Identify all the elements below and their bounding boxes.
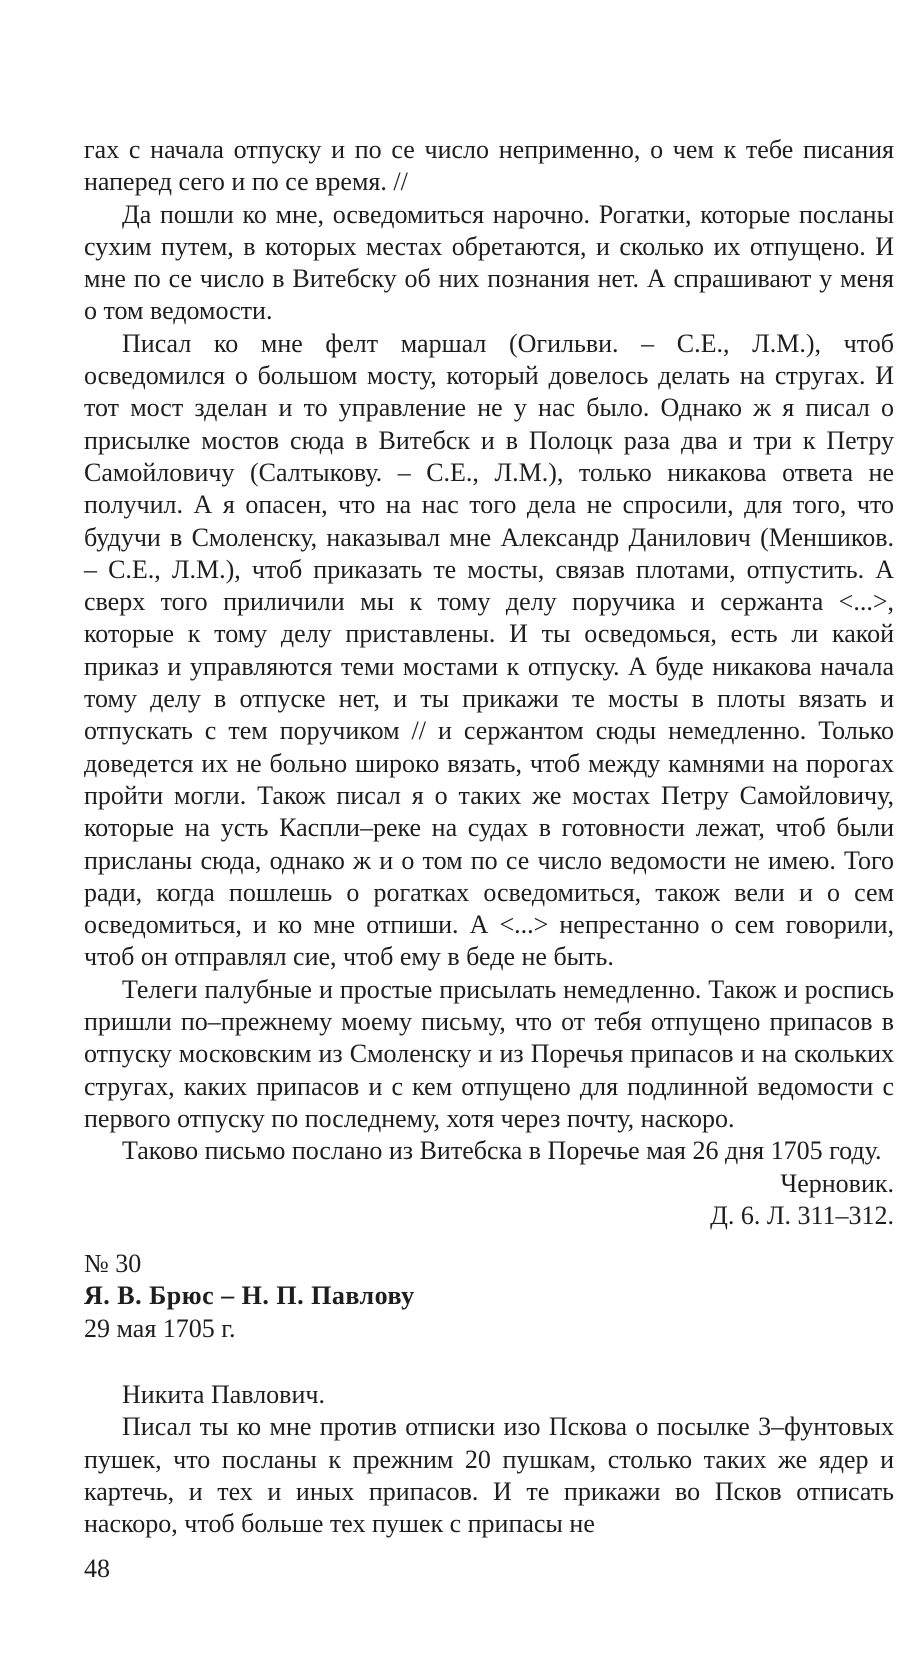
source-note-kind: Черновик.	[780, 1168, 894, 1198]
continuation-paragraph-1: гах с начала отпуску и по се число неприменно, о чем к тебе писания наперед сего и по се время. //	[84, 135, 894, 197]
document-heading: Я. В. Брюс – Н. П. Павлову	[84, 1281, 415, 1311]
source-note-ref: Д. 6. Л. 311–312.	[710, 1200, 894, 1230]
document-body: Писал ты ко мне против отписки изо Пскова о посылке 3–фунтовых пушек, что посланы к прежним 20 пушкам, столько таких же ядер и картечь, и тех и иных припасов. И те прикажи во Псков отписать наскоро, чтоб больше тех пушек с припасы не	[84, 1412, 894, 1539]
text-block	[84, 134, 894, 1540]
continuation-paragraph-2: Да пошли ко мне, осведомиться нарочно. Рогатки, которые посланы сухим путем, в которых местах обретаются, и сколько их отпущено. И мне по се число в Витебску об них познания нет. А спрашивают у меня о том ведомости.	[84, 199, 894, 326]
spacer	[84, 1345, 894, 1379]
document-date: 29 мая 1705 г.	[84, 1313, 236, 1343]
document-salutation: Никита Павлович.	[122, 1379, 325, 1409]
document-number: № 30	[84, 1249, 142, 1279]
continuation-paragraph-3: Писал ко мне фелт маршал (Огильви. – С.Е., Л.М.), чтоб осведомился о большом мосту, который довелось делать на стругах. И тот мост зделан и то управление не у нас было. Однако ж я писал о присылке мостов сюда в Витебск и в Полоцк раза два и три к Петру Самойловичу (Салтыкову. – С.Е., Л.М.), только никакова ответа не получил. А я опасен, что на нас того дела не спросили, для того, что будучи в Смоленску, наказывал мне Александр Данилович (Меншиков. – С.Е., Л.М.), чтоб приказать те мосты, связав плотами, отпустить. А сверх того приличили мы к тому делу поручика и сержанта <...>, которые к тому делу приставлены. И ты осведомься, есть ли какой приказ и управляются теми мостами к отпуску. А буде никакова начала тому делу в отпуске нет, и ты прикажи те мосты в плоты вязать и отпускать с тем поручиком // и сержантом сюды немедленно. Только доведется их не больно широко вязать, чтоб между камнями на порогах пройти могли. Також писал я о таких же мостах Петру Самойловичу, которые на усть Каспли–реке на судах в готовности лежат, чтоб были присланы сюда, однако ж и о том по се число ведомости не имею. Того ради, когда пошлешь о рогатках осведомиться, також вели и о сем осведомиться, и ко мне отпиши. А <...> непрестанно о сем говорили, чтоб он отправлял сие, чтоб ему в беде не быть.	[84, 328, 894, 972]
continuation-paragraph-5: Таково письмо послано из Витебска в Поречье мая 26 дня 1705 году.	[122, 1136, 882, 1166]
page-number: 48	[84, 1554, 110, 1583]
continuation-paragraph-4: Телеги палубные и простые присылать немедленно. Також и роспись пришли по–прежнему моему письму, что от тебя отпущено припасов в отпуску московским из Смоленску и из Поречья припасов и на скольких стругах, каких припасов и с кем отпущено для подлинной ведомости с первого отпуску по последнему, хотя через почту, наскоро.	[84, 974, 894, 1133]
